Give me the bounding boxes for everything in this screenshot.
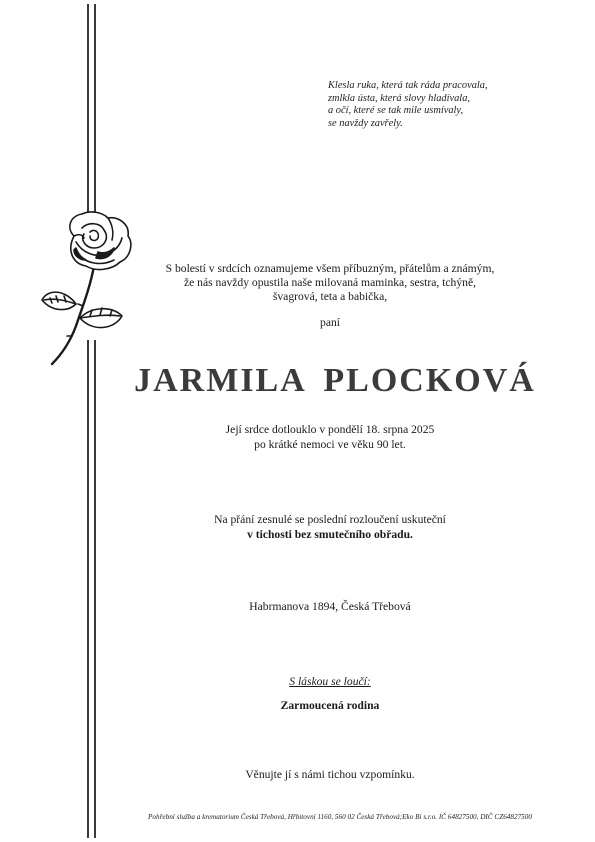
footer-credit: Pohřební služba a krematorium Česká Třebová, Hřbitovní 1160, 560 02 Česká Třebová;Eko Bi s.r.o. IČ 64827500, DIČ CZ64827500 <box>148 813 532 821</box>
memorial-poem <box>328 80 568 130</box>
farewell-line: Na přání zesnulé se poslední rozloučení uskuteční <box>214 513 446 526</box>
address: Habrmanova 1894, Česká Třebová <box>249 600 411 613</box>
announcement-line: S bolestí v srdcích oznamujeme všem příbuzným, přátelům a známým, <box>165 262 495 275</box>
border-line-left-bottom <box>87 340 89 838</box>
announcement-text <box>120 262 540 304</box>
signoff-family: Zarmoucená rodina <box>280 699 380 712</box>
signoff-heading <box>120 675 540 690</box>
farewell-info <box>120 513 540 542</box>
poem-line: Klesla ruka, která tak ráda pracovala, <box>328 80 488 91</box>
border-line-right-top <box>94 4 96 216</box>
title-word: paní <box>320 316 340 329</box>
poem-line: se navždy zavřely. <box>328 117 403 129</box>
poem-line: a očí, které se tak mile usmívaly, <box>328 105 464 117</box>
border-line-left-top <box>87 4 89 216</box>
signoff-heading-text: S láskou se loučí: <box>289 675 371 688</box>
deceased-name: JARMILA PLOCKOVÁ <box>134 362 536 399</box>
border-line-right-bottom <box>94 340 96 838</box>
announcement-line: švagrová, teta a babička, <box>272 290 388 303</box>
announcement-line: že nás navždy opustila naše milovaná maminka, sestra, tchýně, <box>183 276 476 289</box>
closing-line: Věnujte jí s námi tichou vzpomínku. <box>245 768 415 781</box>
poem-line: zmlkla ústa, která slovy hladívala, <box>328 92 470 104</box>
death-notice-line: po krátké nemoci ve věku 90 let. <box>254 437 406 451</box>
death-notice-line: Její srdce dotlouklo v pondělí 18. srpna 2025 <box>225 423 435 436</box>
farewell-line-bold: v tichosti bez smutečního obřadu. <box>247 527 413 541</box>
death-notice <box>120 423 540 452</box>
